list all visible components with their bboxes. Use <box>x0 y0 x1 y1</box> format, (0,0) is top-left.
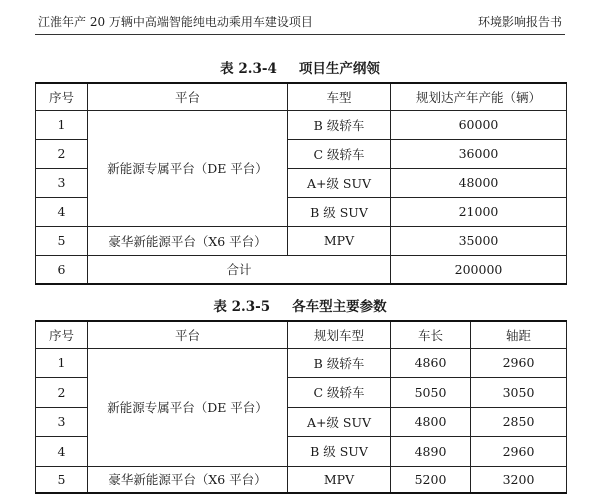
table1-caption <box>35 60 565 78</box>
cell-model: C 级轿车 <box>288 378 391 408</box>
cell-wheelbase: 3200 <box>471 466 567 493</box>
cell-no: 1 <box>36 348 88 378</box>
project-title: 江淮年产 20 万辆中高端智能纯电动乘用车建设项目 <box>38 15 313 29</box>
cell-no: 3 <box>36 168 88 197</box>
cell-model: C 级轿车 <box>288 139 391 168</box>
cell-no: 2 <box>36 378 88 408</box>
cell-platform-merged: 新能源专属平台（DE 平台） <box>88 348 288 466</box>
cell-no: 4 <box>36 197 88 226</box>
col-header-capacity: 规划达产年产能（辆） <box>391 83 567 110</box>
table-row <box>36 348 567 378</box>
cell-capacity: 48000 <box>391 168 567 197</box>
col-header-model: 车型 <box>288 83 391 110</box>
cell-length: 4890 <box>391 437 471 467</box>
cell-capacity: 36000 <box>391 139 567 168</box>
cell-no: 5 <box>36 466 88 493</box>
table-row <box>36 466 567 493</box>
cell-model: B 级 SUV <box>288 197 391 226</box>
cell-no: 1 <box>36 110 88 139</box>
cell-length: 4800 <box>391 407 471 437</box>
cell-length: 5200 <box>391 466 471 493</box>
cell-model: B 级轿车 <box>288 110 391 139</box>
cell-model: A+级 SUV <box>288 407 391 437</box>
cell-model: B 级轿车 <box>288 348 391 378</box>
cell-no: 4 <box>36 437 88 467</box>
table1-header-row <box>36 83 567 110</box>
table2-header-row <box>36 321 567 348</box>
cell-length: 4860 <box>391 348 471 378</box>
cell-wheelbase: 3050 <box>471 378 567 408</box>
cell-total-label: 合计 <box>88 255 391 284</box>
cell-wheelbase: 2960 <box>471 437 567 467</box>
table2-caption <box>35 298 565 316</box>
cell-length: 5050 <box>391 378 471 408</box>
cell-model: MPV <box>288 466 391 493</box>
cell-model: MPV <box>288 226 391 255</box>
table-row <box>36 110 567 139</box>
col-header-no: 序号 <box>36 83 88 110</box>
cell-no: 5 <box>36 226 88 255</box>
cell-no: 6 <box>36 255 88 284</box>
cell-capacity: 60000 <box>391 110 567 139</box>
cell-model: A+级 SUV <box>288 168 391 197</box>
cell-no: 2 <box>36 139 88 168</box>
col-header-planned-model: 规划车型 <box>288 321 391 348</box>
col-header-platform: 平台 <box>88 321 288 348</box>
table-row <box>36 226 567 255</box>
cell-wheelbase: 2850 <box>471 407 567 437</box>
cell-model: B 级 SUV <box>288 437 391 467</box>
table1-number: 表 2.3-4 <box>220 61 277 77</box>
table-total-row <box>36 255 567 284</box>
col-header-length: 车长 <box>391 321 471 348</box>
production-program-table <box>35 82 567 285</box>
cell-capacity: 21000 <box>391 197 567 226</box>
table2-title: 各车型主要参数 <box>292 299 387 315</box>
document-type: 环境影响报告书 <box>477 15 562 29</box>
vehicle-parameters-table <box>35 320 567 494</box>
cell-no: 3 <box>36 407 88 437</box>
table2-number: 表 2.3-5 <box>213 299 271 315</box>
cell-wheelbase: 2960 <box>471 348 567 378</box>
cell-total-capacity: 200000 <box>391 255 567 284</box>
cell-platform: 豪华新能源平台（X6 平台） <box>88 466 288 493</box>
col-header-wheelbase: 轴距 <box>471 321 567 348</box>
cell-platform: 豪华新能源平台（X6 平台） <box>88 226 288 255</box>
col-header-platform: 平台 <box>88 83 288 110</box>
table1-title: 项目生产纲领 <box>298 61 380 77</box>
cell-platform-merged: 新能源专属平台（DE 平台） <box>88 110 288 226</box>
cell-capacity: 35000 <box>391 226 567 255</box>
col-header-no: 序号 <box>36 321 88 348</box>
page-header <box>35 12 565 35</box>
